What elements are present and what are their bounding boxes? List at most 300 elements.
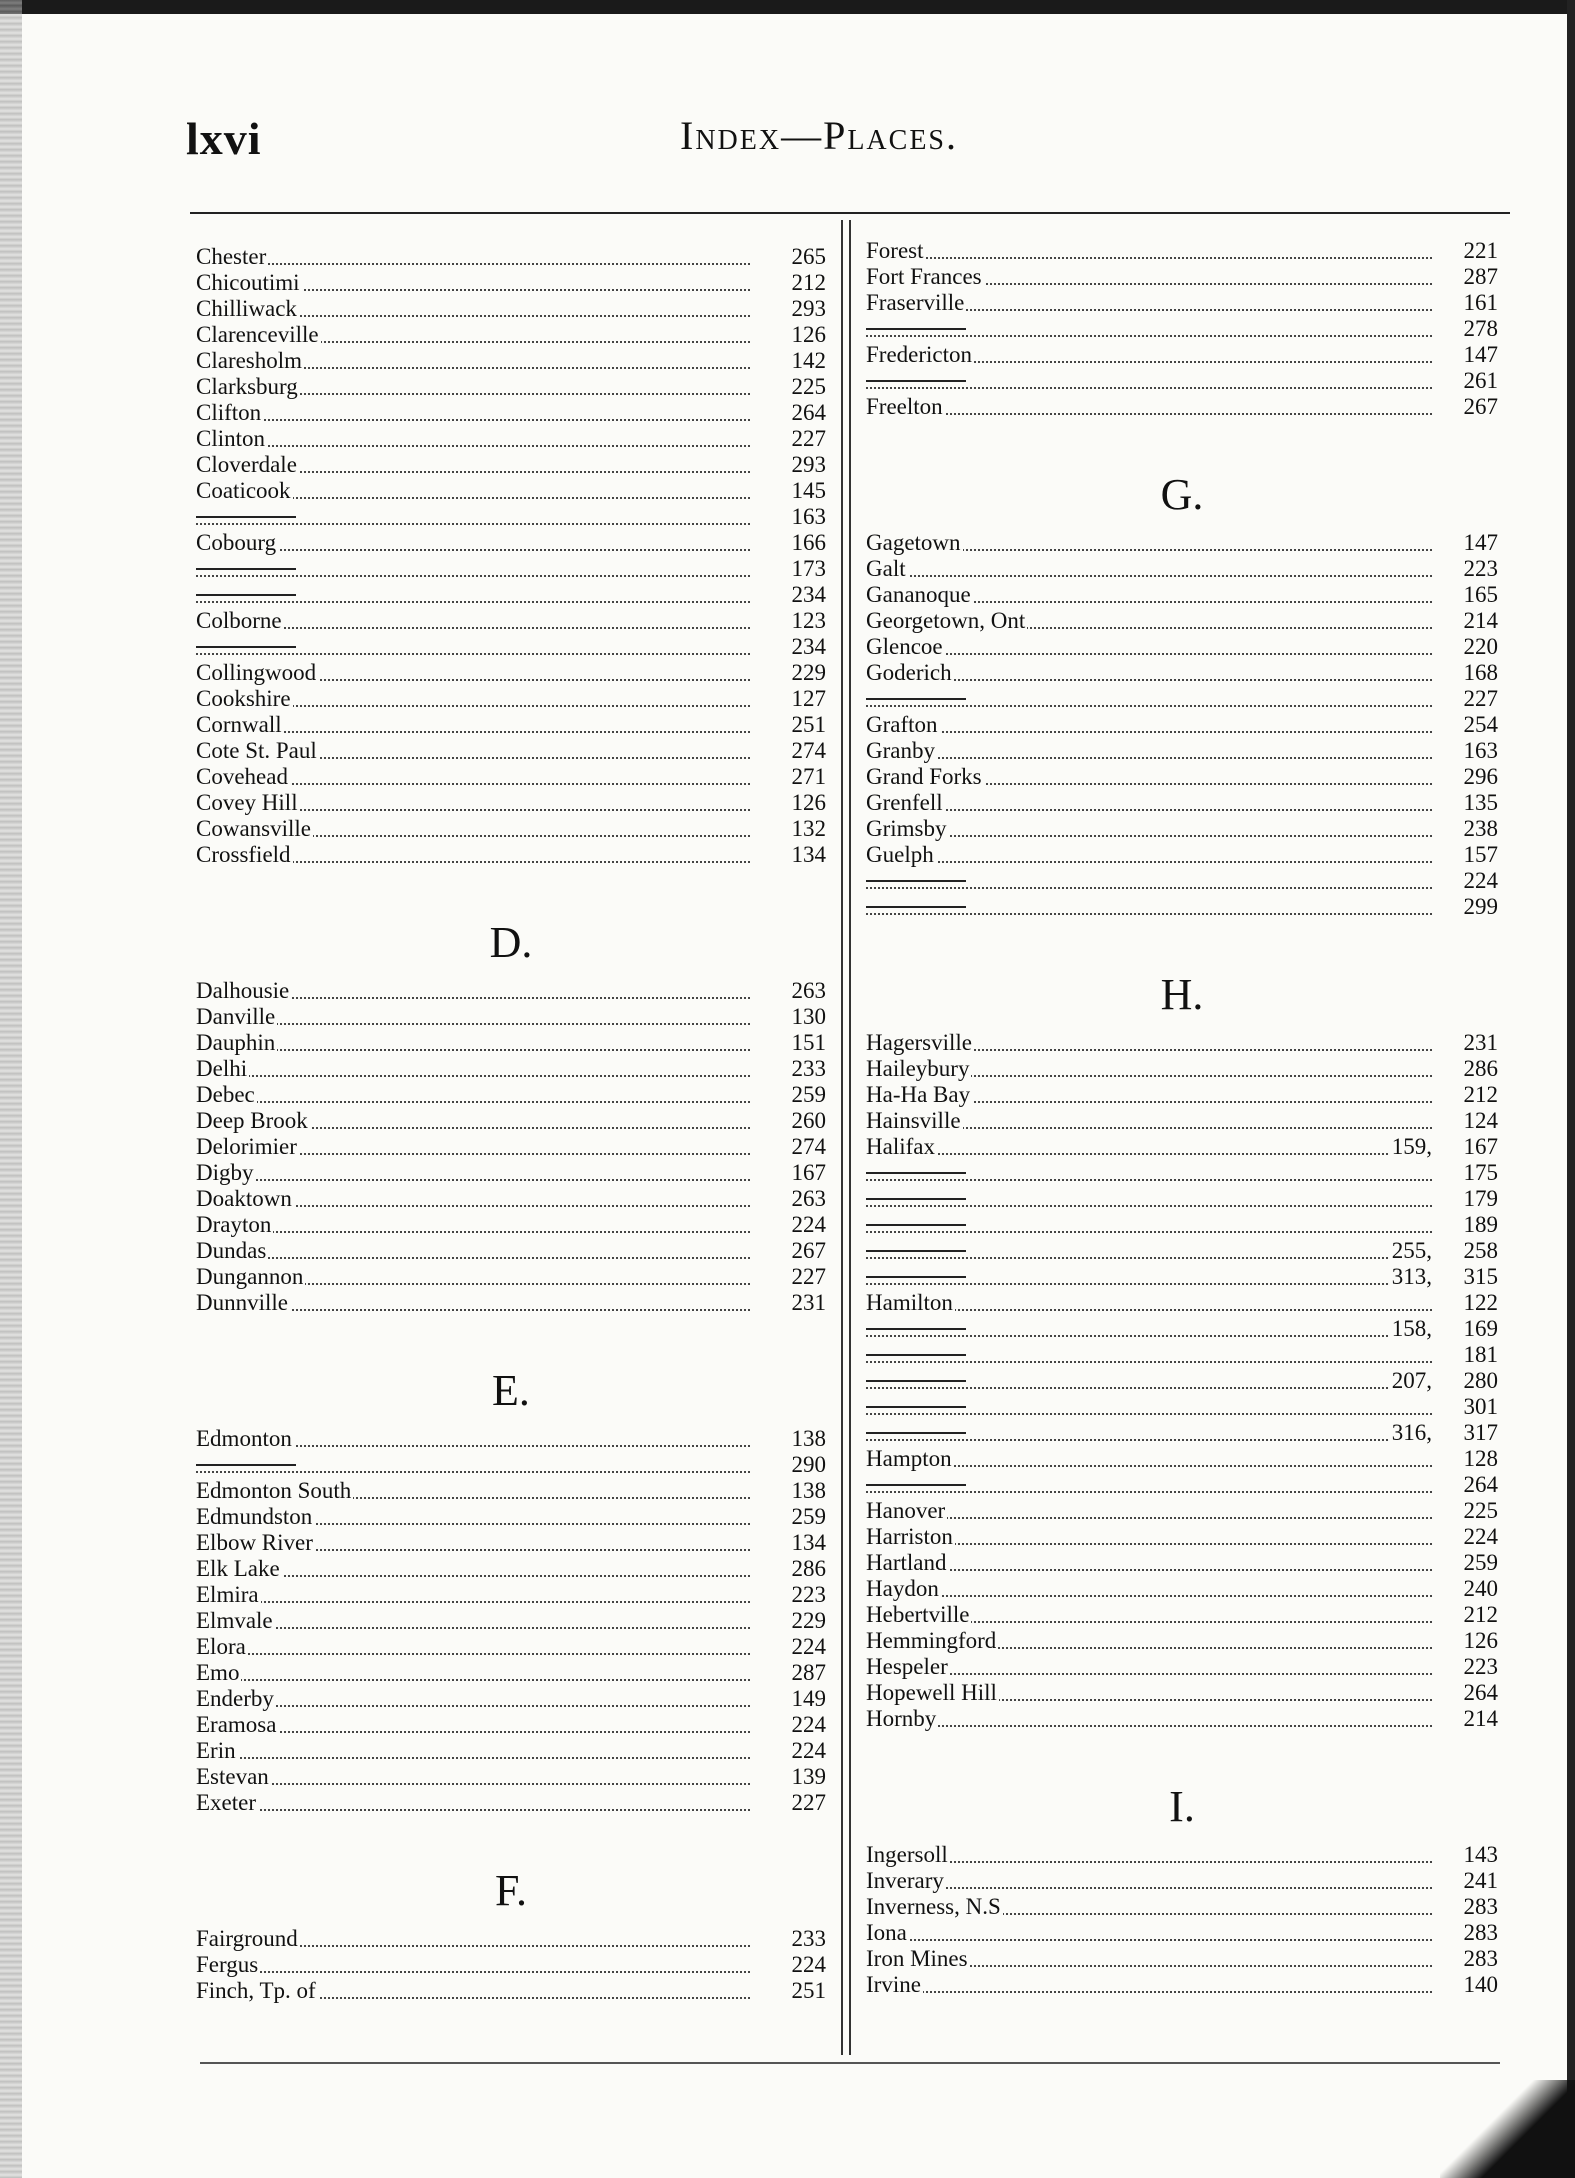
index-entry: [866, 582, 1498, 608]
index-entry: [866, 1290, 1498, 1316]
index-entry: [196, 296, 826, 322]
page-reference: 225: [750, 374, 826, 400]
place-name: Elbow River: [196, 1530, 313, 1555]
place-name: Dungannon: [196, 1264, 304, 1289]
index-entry: [196, 978, 826, 1004]
page-reference: 263: [750, 1186, 826, 1212]
ditto-dash: [196, 1464, 296, 1466]
index-entry-list: [196, 978, 826, 1316]
place-name: Hanover: [866, 1498, 946, 1523]
dot-leader: [196, 1660, 750, 1681]
place-name: Covehead: [196, 764, 288, 789]
section-letter-heading: H.: [1160, 970, 1204, 1019]
index-entry: [196, 1582, 826, 1608]
index-entry: [196, 1764, 826, 1790]
page-reference: 145: [750, 478, 826, 504]
index-entry: [866, 1368, 1498, 1394]
place-name: Coaticook: [196, 478, 291, 503]
index-entry: [196, 1926, 826, 1952]
page-reference: 139: [750, 1764, 826, 1790]
page-reference: 293: [750, 452, 826, 478]
index-entry: [866, 712, 1498, 738]
page-reference: 151: [750, 1030, 826, 1056]
index-entry: [866, 1212, 1498, 1238]
place-name: Forest: [866, 238, 924, 263]
index-entry: [196, 738, 826, 764]
dot-leader: [866, 1368, 1432, 1389]
index-entry: [196, 1030, 826, 1056]
page-reference: 173: [750, 556, 826, 582]
index-entry: [196, 1238, 826, 1264]
place-name: Delorimier: [196, 1134, 297, 1159]
ditto-dash: [866, 1380, 966, 1382]
place-name: Dauphin: [196, 1030, 276, 1055]
index-entry: [196, 1108, 826, 1134]
dot-leader: [866, 1186, 1432, 1207]
index-section: [196, 868, 826, 1316]
index-section: [866, 420, 1498, 920]
place-name: Gagetown: [866, 530, 961, 555]
place-name: Hamilton: [866, 1290, 953, 1315]
section-letter-heading: I.: [1169, 1782, 1195, 1831]
index-entry: [866, 1498, 1498, 1524]
page-reference: 264: [1438, 1680, 1498, 1706]
index-entry: [196, 660, 826, 686]
place-name: Covey Hill: [196, 790, 298, 815]
page-reference: 212: [750, 270, 826, 296]
page-reference: 259: [750, 1082, 826, 1108]
dot-leader: [866, 1920, 1432, 1941]
page-reference: 212: [1438, 1602, 1498, 1628]
index-section: [196, 1816, 826, 2004]
index-entry: [866, 1108, 1498, 1134]
page-reference: 220: [1438, 634, 1498, 660]
place-name: Hopewell Hill: [866, 1680, 997, 1705]
index-entry: [196, 764, 826, 790]
index-section: [866, 920, 1498, 1732]
place-name: Fergus: [196, 1952, 259, 1977]
page-reference: 234: [750, 582, 826, 608]
index-entry: [866, 1264, 1498, 1290]
index-entry: [196, 244, 826, 270]
place-name: Goderich: [866, 660, 952, 685]
index-section: [866, 238, 1498, 420]
page-reference: 181: [1438, 1342, 1498, 1368]
index-entry: [866, 1628, 1498, 1654]
ditto-dash: [866, 906, 966, 908]
page-reference: 130: [750, 1004, 826, 1030]
section-spacer: [866, 420, 1498, 460]
index-entry: [196, 582, 826, 608]
index-entry: [866, 1186, 1498, 1212]
page-curl-shadow: [1440, 2080, 1575, 2178]
page-reference: 168: [1438, 660, 1498, 686]
index-entry: [866, 1842, 1498, 1868]
section-letter-heading: D.: [489, 918, 533, 967]
dot-leader: [196, 1160, 750, 1181]
index-entry: [866, 1238, 1498, 1264]
ditto-dash: [866, 1432, 966, 1434]
index-entry: [866, 1056, 1498, 1082]
dot-leader: [866, 1498, 1432, 1519]
section-spacer: [196, 868, 826, 908]
index-entry: [866, 1868, 1498, 1894]
ditto-dash: [196, 646, 296, 648]
page-reference: 263: [750, 978, 826, 1004]
dot-leader: [196, 1452, 750, 1473]
page-reference: 251: [750, 1978, 826, 2004]
page-reference: 157: [1438, 842, 1498, 868]
page-reference: 127: [750, 686, 826, 712]
page-reference: 280: [1438, 1368, 1498, 1394]
page-reference-secondary: 158,: [1391, 1316, 1432, 1341]
dot-leader: [196, 634, 750, 655]
ditto-dash: [866, 1354, 966, 1356]
index-entry: [866, 1680, 1498, 1706]
page-reference-secondary: 255,: [1391, 1238, 1432, 1263]
place-name: Glencoe: [866, 634, 943, 659]
index-entry-list: [196, 1426, 826, 1816]
index-entry: [196, 1712, 826, 1738]
place-name: Digby: [196, 1160, 254, 1185]
index-entry: [866, 608, 1498, 634]
page-reference: 224: [750, 1738, 826, 1764]
dot-leader: [866, 894, 1432, 915]
dot-leader: [196, 426, 750, 447]
page-reference: 135: [1438, 790, 1498, 816]
place-name: Haydon: [866, 1576, 939, 1601]
index-entry: [196, 1212, 826, 1238]
index-entry-list: [866, 1842, 1498, 1998]
place-name: Drayton: [196, 1212, 272, 1237]
dot-leader: [866, 1972, 1432, 1993]
dot-leader: [866, 1264, 1432, 1285]
index-entry: [196, 1290, 826, 1316]
page-reference: 231: [1438, 1030, 1498, 1056]
place-name: Fairground: [196, 1926, 298, 1951]
index-section: [196, 1316, 826, 1816]
page-reference: 128: [1438, 1446, 1498, 1472]
dot-leader: [196, 1686, 750, 1707]
index-entry-list: [866, 238, 1498, 420]
left-page-edge: [0, 0, 22, 2178]
page-reference: 123: [750, 608, 826, 634]
header-rule: [190, 212, 1510, 214]
place-name: Delhi: [196, 1056, 248, 1081]
page-reference: 166: [750, 530, 826, 556]
index-entry: [196, 1790, 826, 1816]
ditto-dash: [866, 1406, 966, 1408]
place-name: Granby: [866, 738, 935, 763]
index-entry: [866, 894, 1498, 920]
page-reference: 189: [1438, 1212, 1498, 1238]
page-reference: 124: [1438, 1108, 1498, 1134]
page-reference: 126: [750, 790, 826, 816]
page-reference: 224: [1438, 868, 1498, 894]
place-name: Cloverdale: [196, 452, 297, 477]
page-reference-secondary: 316,: [1391, 1420, 1432, 1445]
place-name: Ingersoll: [866, 1842, 948, 1867]
place-name: Hornby: [866, 1706, 937, 1731]
page-reference: 286: [750, 1556, 826, 1582]
index-entry: [196, 1478, 826, 1504]
dot-leader: [196, 556, 750, 577]
page-reference: 299: [1438, 894, 1498, 920]
place-name: Hartland: [866, 1550, 947, 1575]
dot-leader: [196, 1212, 750, 1233]
place-name: Chicoutimi: [196, 270, 300, 295]
index-entry: [196, 1186, 826, 1212]
ditto-dash: [866, 1198, 966, 1200]
index-entry: [866, 816, 1498, 842]
place-name: Deep Brook: [196, 1108, 308, 1133]
place-name: Chilliwack: [196, 296, 297, 321]
index-entry: [196, 634, 826, 660]
place-name: Dunnville: [196, 1290, 288, 1315]
ditto-dash: [866, 1328, 966, 1330]
dot-leader: [196, 1634, 750, 1655]
place-name: Emo: [196, 1660, 240, 1685]
dot-leader: [866, 816, 1432, 837]
place-name: Elmira: [196, 1582, 259, 1607]
index-entry-list: [866, 530, 1498, 920]
ditto-dash: [866, 380, 966, 382]
page-reference: 234: [750, 634, 826, 660]
place-name: Halifax: [866, 1134, 935, 1159]
index-entry: [866, 738, 1498, 764]
page-reference: 287: [750, 1660, 826, 1686]
page-reference-secondary: 313,: [1391, 1264, 1432, 1289]
page-reference: 134: [750, 1530, 826, 1556]
index-entry: [196, 374, 826, 400]
place-name: Crossfield: [196, 842, 291, 867]
page-reference: 212: [1438, 1082, 1498, 1108]
dot-leader: [866, 790, 1432, 811]
index-entry: [196, 1556, 826, 1582]
page-reference: 223: [1438, 1654, 1498, 1680]
place-name: Claresholm: [196, 348, 303, 373]
index-entry: [196, 1634, 826, 1660]
place-name: Hebertville: [866, 1602, 970, 1627]
page-reference: 227: [750, 426, 826, 452]
page-reference: 278: [1438, 316, 1498, 342]
place-name: Clinton: [196, 426, 266, 451]
place-name: Edmundston: [196, 1504, 313, 1529]
index-entry: [866, 1972, 1498, 1998]
index-entry: [866, 290, 1498, 316]
index-entry: [866, 368, 1498, 394]
page-reference: 229: [750, 1608, 826, 1634]
place-name: Danville: [196, 1004, 276, 1029]
place-name: Freelton: [866, 394, 943, 419]
page-reference: 142: [750, 348, 826, 374]
page-reference: 254: [1438, 712, 1498, 738]
dot-leader: [866, 712, 1432, 733]
page-reference: 223: [1438, 556, 1498, 582]
place-name: Fort Frances: [866, 264, 982, 289]
dot-leader: [196, 1082, 750, 1103]
place-name: Hainsville: [866, 1108, 961, 1133]
dot-leader: [866, 1316, 1432, 1337]
index-entry: [196, 1134, 826, 1160]
place-name: Grenfell: [866, 790, 943, 815]
page-reference: 126: [1438, 1628, 1498, 1654]
dot-leader: [196, 1764, 750, 1785]
page-reference: 265: [750, 244, 826, 270]
place-name: Georgetown, Ont: [866, 608, 1026, 633]
place-name: Clifton: [196, 400, 262, 425]
ditto-dash: [866, 1224, 966, 1226]
place-name: Chester: [196, 244, 267, 269]
index-entry: [196, 426, 826, 452]
section-letter-heading: E.: [492, 1366, 530, 1415]
page-reference: 264: [1438, 1472, 1498, 1498]
page-reference: 214: [1438, 608, 1498, 634]
place-name: Haileybury: [866, 1056, 970, 1081]
place-name: Debec: [196, 1082, 255, 1107]
place-name: Eramosa: [196, 1712, 277, 1737]
dot-leader: [866, 1868, 1432, 1889]
index-entry: [866, 1602, 1498, 1628]
page-reference: 264: [750, 400, 826, 426]
index-entry: [866, 1420, 1498, 1446]
dot-leader: [866, 1212, 1432, 1233]
page-reference: 223: [750, 1582, 826, 1608]
index-entry: [866, 1446, 1498, 1472]
dot-leader: [866, 368, 1432, 389]
place-name: Elmvale: [196, 1608, 273, 1633]
place-name: Dundas: [196, 1238, 267, 1263]
page-reference: 274: [750, 1134, 826, 1160]
dot-leader: [196, 504, 750, 525]
index-entry: [196, 530, 826, 556]
page-reference: 143: [1438, 1842, 1498, 1868]
index-entry: [866, 790, 1498, 816]
page-reference: 167: [750, 1160, 826, 1186]
index-entry: [196, 1660, 826, 1686]
place-name: Cote St. Paul: [196, 738, 317, 763]
index-entry: [196, 400, 826, 426]
page-reference: 126: [750, 322, 826, 348]
page-reference: 161: [1438, 290, 1498, 316]
place-name: Ha-Ha Bay: [866, 1082, 971, 1107]
index-entry: [866, 316, 1498, 342]
index-entry: [866, 1706, 1498, 1732]
index-entry: [866, 1472, 1498, 1498]
place-name: Dalhousie: [196, 978, 290, 1003]
page-reference: 227: [750, 1790, 826, 1816]
ditto-dash: [196, 568, 296, 570]
ditto-dash: [866, 1172, 966, 1174]
place-name: Erin: [196, 1738, 236, 1763]
place-name: Fredericton: [866, 342, 973, 367]
section-spacer: [866, 920, 1498, 960]
dot-leader: [196, 1056, 750, 1077]
column-divider: [841, 220, 851, 2055]
place-name: Finch, Tp. of: [196, 1978, 316, 2003]
page-reference: 261: [1438, 368, 1498, 394]
dot-leader: [866, 1238, 1432, 1259]
place-name: Collingwood: [196, 660, 317, 685]
index-entry-list: [196, 244, 826, 868]
index-entry: [866, 530, 1498, 556]
index-entry: [196, 1608, 826, 1634]
index-entry: [196, 1952, 826, 1978]
page-reference: 163: [750, 504, 826, 530]
section-spacer: [196, 1316, 826, 1356]
index-entry-list: [866, 1030, 1498, 1732]
ditto-dash: [866, 328, 966, 330]
ditto-dash: [866, 698, 966, 700]
ditto-dash: [866, 1484, 966, 1486]
index-entry: [196, 712, 826, 738]
index-entry: [196, 348, 826, 374]
page-reference: 293: [750, 296, 826, 322]
dot-leader: [196, 1030, 750, 1051]
index-entry: [196, 1004, 826, 1030]
section-spacer: [866, 1732, 1498, 1772]
top-page-border: [0, 0, 1575, 14]
index-entry: [866, 764, 1498, 790]
section-spacer: [196, 1816, 826, 1856]
index-entry: [196, 322, 826, 348]
page-reference: 240: [1438, 1576, 1498, 1602]
page-reference: 315: [1438, 1264, 1498, 1290]
dot-leader: [866, 1134, 1432, 1155]
index-entry: [866, 842, 1498, 868]
index-entry: [866, 1654, 1498, 1680]
dot-leader: [196, 582, 750, 603]
index-entry: [866, 1160, 1498, 1186]
page-reference: 224: [750, 1634, 826, 1660]
page-reference: 224: [750, 1212, 826, 1238]
dot-leader: [866, 1160, 1432, 1181]
index-section: [866, 1732, 1498, 1998]
place-name: Clarksburg: [196, 374, 298, 399]
page-reference: 233: [750, 1926, 826, 1952]
page-reference: 260: [750, 1108, 826, 1134]
index-entry: [196, 608, 826, 634]
index-entry-list: [196, 1926, 826, 2004]
index-entry: [196, 452, 826, 478]
index-entry: [866, 1082, 1498, 1108]
page-reference: 147: [1438, 342, 1498, 368]
dot-leader: [866, 1550, 1432, 1571]
ditto-dash: [196, 516, 296, 518]
page-reference: 287: [1438, 264, 1498, 290]
index-entry: [866, 1134, 1498, 1160]
index-entry: [196, 1686, 826, 1712]
dot-leader: [196, 400, 750, 421]
page-reference: 290: [750, 1452, 826, 1478]
place-name: Hemmingford: [866, 1628, 997, 1653]
page-reference: 138: [750, 1478, 826, 1504]
page-reference: 224: [750, 1952, 826, 1978]
index-entry: [866, 660, 1498, 686]
section-letter-heading: G.: [1160, 470, 1204, 519]
dot-leader: [866, 394, 1432, 415]
place-name: Inverness, N.S: [866, 1894, 1001, 1919]
place-name: Hagersville: [866, 1030, 973, 1055]
index-entry: [866, 1894, 1498, 1920]
index-entry: [196, 790, 826, 816]
page-reference: 140: [1438, 1972, 1498, 1998]
dot-leader: [866, 868, 1432, 889]
dot-leader: [866, 316, 1432, 337]
index-entry: [196, 504, 826, 530]
index-entry: [196, 270, 826, 296]
page-reference: 251: [750, 712, 826, 738]
